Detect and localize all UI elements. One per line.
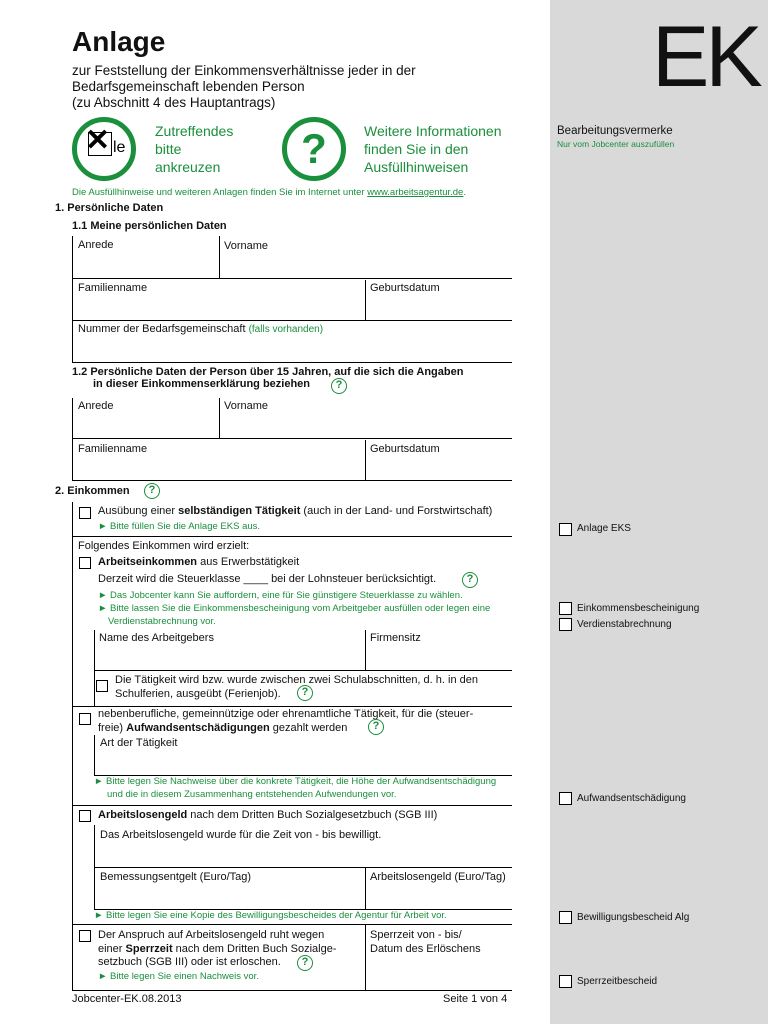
art-taetigkeit-field[interactable] [97,751,510,773]
legend-check-text: Zutreffendes bitte ankreuzen [155,123,234,175]
section-1-heading: 1. Persönliche Daten [55,202,164,214]
section-2-heading: 2. Einkommen [55,485,130,497]
ehrenamt-hint-1: ► Bitte legen Sie Nachweise über die konkrete Tätigkeit, die Höhe der Aufwandsentschädigung [94,776,497,787]
sidebar-title: Bearbeitungsvermerke [557,125,673,137]
sperrzeit-von-label: Sperrzeit von - bis/ Datum des Erlöschens [370,929,481,955]
ehrenamt-label: nebenberufliche, gemeinnützige oder ehrenamtliche Tätigkeit, für die (steuer- freie) Aufwandsentschädigungen gezahlt werden [98,708,474,734]
arbeitslosengeld-label: Arbeitslosengeld nach dem Dritten Buch Sozialgesetzbuch (SGB III) [98,809,438,821]
art-taetigkeit-label: Art der Tätigkeit [100,737,178,749]
familienname-field-2[interactable] [76,457,362,478]
alg-hint: ► Bitte legen Sie eine Kopie des Bewilligungsbescheides der Agentur für Arbeit vor. [94,910,447,921]
anrede-label: Anrede [78,239,114,251]
alg-tag-label: Arbeitslosengeld (Euro/Tag) [370,871,506,883]
bemessungsentgelt-field[interactable] [97,885,362,907]
steuer-hint-1: ► Das Jobcenter kann Sie auffordern, eine für Sie günstigere Steuerklasse zu wählen. [98,590,463,601]
folgendes-label: Folgendes Einkommen wird erzielt: [78,540,250,552]
firmensitz-field[interactable] [368,646,510,668]
steuer-hint-2: ► Bitte lassen Sie die Einkommensbescheinigung vom Arbeitgeber ausfüllen oder legen eine [98,603,491,614]
sidebar-check-bewilligungsbescheid[interactable] [559,911,572,924]
sidebar-check-einkommensbescheinigung[interactable] [559,602,572,615]
checkbox-arbeitslosengeld[interactable] [79,810,91,822]
arbeitgeber-label: Name des Arbeitgebers [99,632,214,644]
sidebar-subtitle: Nur vom Jobcenter auszufüllen [557,139,675,149]
legend-info-text: Weitere Informationen finden Sie in den Ausfüllhinweisen [364,123,502,175]
sidebar-label: Aufwandsentschädigung [577,793,686,804]
internet-note: Die Ausfüllhinweise und weiteren Anlagen finden Sie im Internet unter www.arbeitsagentur.de. [72,187,466,198]
selbstaendig-hint: ► Bitte füllen Sie die Anlage EKS aus. [98,521,261,532]
alg-zeitraum-label: Das Arbeitslosengeld wurde für die Zeit von - bis bewilligt. [100,829,382,841]
selbstaendig-label: Ausübung einer selbständigen Tätigkeit (auch in der Land- und Forstwirtschaft) [98,505,493,517]
vorname-label-2: Vorname [224,400,269,412]
vorname-field[interactable] [222,254,510,276]
checkbox-aufwandsentschaedigung[interactable] [79,713,91,725]
geburtsdatum-label: Geburtsdatum [370,282,440,294]
alg-zeitraum-field[interactable] [97,843,510,865]
checkbox-ferienjob[interactable] [96,680,108,692]
geburtsdatum-field[interactable] [368,296,510,318]
sperrzeit-label: Der Anspruch auf Arbeitslosengeld ruht wegen einer Sperrzeit nach dem Dritten Buch Sozialge- setzbuch (SGB III) oder ist erloschen. [98,929,337,968]
checkbox-sperrzeit[interactable] [79,930,91,942]
checkbox-arbeitseinkommen[interactable] [79,557,91,569]
alg-tag-field[interactable] [368,885,510,907]
sidebar-label: Einkommensbescheinigung [577,603,700,614]
checkmark-example-icon: ✕ le [72,117,136,181]
steuerklasse-text: Derzeit wird die Steuerklasse ____ bei der Lohnsteuer berücksichtigt. [98,573,437,585]
anrede-label-2: Anrede [78,400,114,412]
info-icon[interactable]: ? [297,955,313,971]
page-title: Anlage [72,26,166,57]
ehrenamt-hint-2: und die in diesem Zusammenhang entstehenden Aufwendungen vor. [107,789,397,800]
section-1-2-heading: 1.2 Persönliche Daten der Person über 15 Jahren, auf die sich die Angaben in dieser Einkommenserklärung beziehen [72,366,464,390]
info-icon[interactable]: ? [368,719,384,735]
sperrzeit-hint: ► Bitte legen Sie einen Nachweis vor. [98,971,259,982]
bg-nummer-label: Nummer der Bedarfsgemeinschaft (falls vorhanden) [78,323,324,335]
processing-notes-panel [550,0,768,1024]
info-icon[interactable]: ? [331,378,347,394]
checkbox-selbstaendig[interactable] [79,507,91,519]
sidebar-label: Sperrzeitbescheid [577,976,658,987]
familienname-label-2: Familienname [78,443,148,455]
sidebar-check-aufwandsentschaedigung[interactable] [559,792,572,805]
page-subtitle: zur Feststellung der Einkommensverhältnisse jeder in der Bedarfsgemeinschaft lebenden Person (zu Abschnitt 4 des Hauptantrags) [72,63,416,110]
section-1-1-heading: 1.1 Meine persönlichen Daten [72,220,227,232]
info-icon[interactable]: ? [297,685,313,701]
vorname-field-2[interactable] [222,414,510,436]
anrede-field[interactable] [76,252,216,276]
geburtsdatum-field-2[interactable] [368,457,510,478]
anrede-field-2[interactable] [76,414,216,436]
sidebar-check-verdienstabrechnung[interactable] [559,618,572,631]
steuerklasse-field[interactable]: ____ [243,573,268,585]
info-question-icon: ? [282,117,346,181]
info-icon[interactable]: ? [462,572,478,588]
vorname-label: Vorname [224,240,269,252]
footer-form-code: Jobcenter-EK.08.2013 [72,993,182,1005]
arbeitgeber-field[interactable] [97,646,362,668]
sidebar-label: Bewilligungsbescheid Alg [577,912,690,923]
internet-link[interactable]: www.arbeitsagentur.de [367,187,464,198]
bg-nummer-field[interactable] [76,338,510,360]
familienname-label: Familienname [78,282,148,294]
familienname-field[interactable] [76,296,362,318]
steuer-hint-3: Verdienstabrechnung vor. [108,616,216,627]
bemessungsentgelt-label: Bemessungsentgelt (Euro/Tag) [100,871,252,883]
firmensitz-label: Firmensitz [370,632,421,644]
arbeitseinkommen-label: Arbeitseinkommen aus Erwerbstätigkeit [98,556,300,568]
sidebar-label: Anlage EKS [577,523,631,534]
info-icon[interactable]: ? [144,483,160,499]
geburtsdatum-label-2: Geburtsdatum [370,443,440,455]
sidebar-check-anlage-eks[interactable] [559,523,572,536]
sperrzeit-von-field[interactable] [368,960,510,988]
form-code: EK [652,9,759,105]
sidebar-check-sperrzeitbescheid[interactable] [559,975,572,988]
footer-page-number: Seite 1 von 4 [443,993,508,1005]
sidebar-label: Verdienstabrechnung [577,619,672,630]
ferienjob-label: Die Tätigkeit wird bzw. wurde zwischen zwei Schulabschnitten, d. h. in den Schulferien, ausgeübt (Ferienjob). [115,674,478,700]
